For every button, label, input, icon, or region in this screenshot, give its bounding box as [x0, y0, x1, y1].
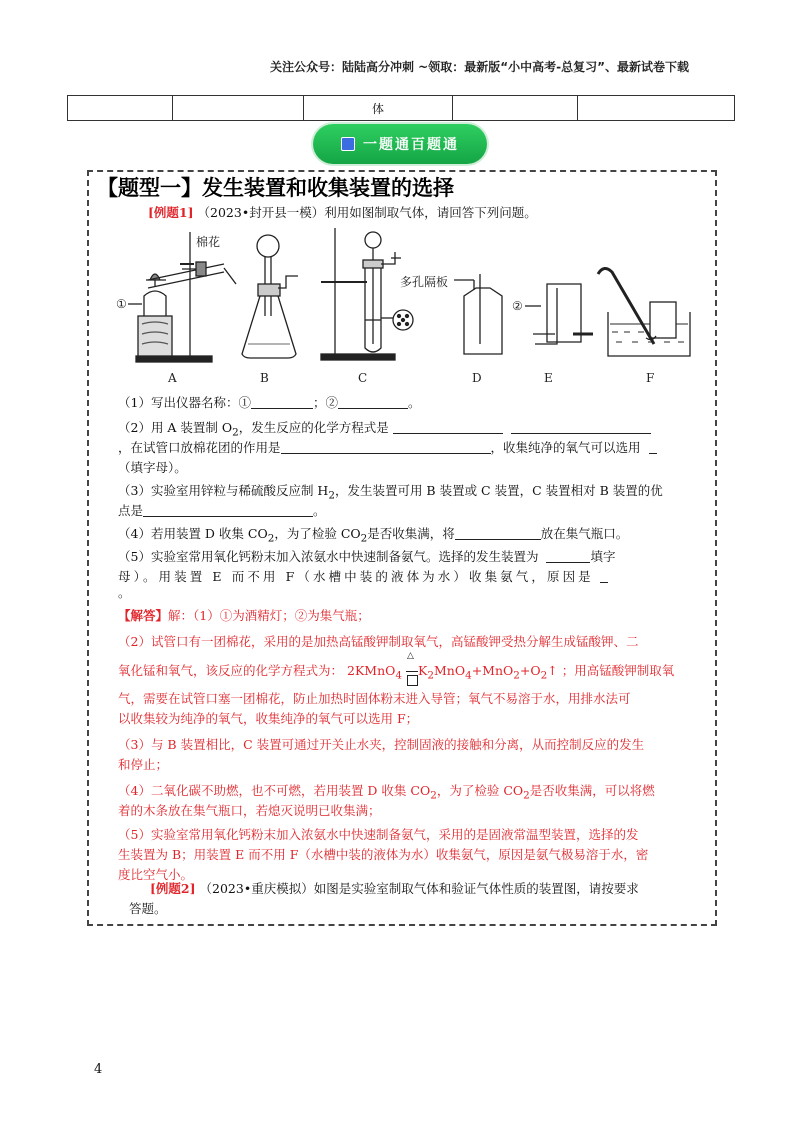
- question-5-line2: [118, 567, 608, 587]
- q3-line2: 点是: [118, 503, 144, 518]
- eq-sub: 4: [395, 669, 403, 682]
- answer-2-line4: 以收集较为纯净的氧气，收集纯净的氧气可以选用 F；: [118, 711, 419, 726]
- q2-text: （2）用 A 装置制 O: [118, 420, 233, 435]
- answer-2-line2: [118, 651, 675, 686]
- label-e: E: [544, 371, 553, 385]
- eq-part: 2KMnO: [347, 663, 396, 678]
- label-d: D: [472, 371, 482, 385]
- q4-c: 是否收集满，将: [367, 526, 455, 541]
- answer-blank: [455, 525, 541, 540]
- question-3-line2: 点是 。: [118, 503, 326, 518]
- apparatus-d: [454, 274, 502, 354]
- section-title: 【题型一】发生装置和收集装置的选择: [97, 176, 454, 200]
- answer-blank: [281, 439, 491, 454]
- page-number: 4: [94, 1062, 103, 1077]
- eq-part: +O: [519, 663, 541, 678]
- q4-sub: 2: [267, 532, 275, 545]
- eq-sub: 2: [427, 669, 434, 682]
- q4-b: ，为了检验 CO: [274, 526, 361, 541]
- answer-4-c: 是否收集满，可以将燃: [529, 783, 655, 798]
- example2: [103, 879, 703, 919]
- example2-text-2: 答题。: [129, 901, 167, 916]
- symbol-box-icon: [407, 675, 418, 686]
- section-banner: [313, 124, 487, 164]
- answer-blank: [143, 502, 313, 517]
- label-a: A: [168, 371, 177, 385]
- example2-tag: [例题2]: [150, 881, 196, 896]
- answer-2-text-b: ；用高锰酸钾制取氧: [561, 663, 675, 678]
- label-c: C: [358, 371, 368, 385]
- question-5-line3: 。: [118, 585, 131, 600]
- label-b: B: [260, 371, 269, 385]
- chemical-equation: [347, 651, 562, 682]
- apparatus-c: [321, 228, 413, 360]
- q4-sub: 2: [360, 532, 368, 545]
- answer-4-b: ，为了检验 CO: [436, 783, 524, 798]
- eq-sub: 2: [513, 669, 520, 682]
- eq-part: +MnO: [471, 663, 514, 678]
- eq-arrow: [406, 651, 418, 681]
- apparatus-f: [598, 268, 690, 356]
- answer-5-line1: （5）实验室常用氧化钙粉末加入浓氨水中快速制备氨气，采用的是固液常温型装置，选择的发: [118, 827, 639, 842]
- eq-part: ↑: [547, 663, 558, 678]
- q4-a: （4）若用装置 D 收集 CO: [118, 526, 268, 541]
- eq-sub: 4: [465, 669, 472, 682]
- answer-1: [118, 606, 370, 626]
- table-cell: [453, 96, 578, 121]
- q2-line2a: ，在试管口放棉花团的作用是: [118, 440, 281, 455]
- eq-part: K: [418, 663, 428, 678]
- apparatus-e: [525, 284, 593, 344]
- label-cotton: 棉花: [196, 235, 221, 249]
- answer-tag: 【解答】: [118, 608, 169, 623]
- table-cell: [578, 96, 735, 121]
- answer-4-a: （4）二氧化碳不助燃，也不可燃，若用装置 D 收集 CO: [118, 783, 431, 798]
- q2-sub: 2: [232, 426, 239, 439]
- answer-4-sub: 2: [523, 789, 530, 802]
- answer-blank: [600, 568, 608, 583]
- q3-sub: 2: [328, 489, 335, 502]
- answer-blank: [393, 419, 503, 434]
- banner-icon: [341, 137, 355, 151]
- example2-text: （2023•重庆模拟）如图是实验室制取气体和验证气体性质的装置图，请按要求: [199, 881, 639, 896]
- top-table: [67, 95, 735, 121]
- label-mark2: ②: [512, 299, 523, 313]
- example1-heading: [148, 203, 537, 221]
- q1-text-b: ；②: [312, 395, 338, 410]
- question-2-line3: （填字母）。: [118, 460, 187, 475]
- apparatus-figure: [116, 224, 690, 392]
- answer-2-line1: （2）试管口有一团棉花，采用的是加热高锰酸钾制取氧气，高锰酸钾受热分解生成锰酸钾、二: [118, 634, 639, 649]
- banner-label: 一题通百题通: [363, 137, 459, 153]
- q5-line1-tail: 填字: [590, 549, 616, 564]
- table-cell: 体: [304, 96, 453, 121]
- answer-blank: [649, 439, 657, 454]
- page-header: 关注公众号：陆陆高分冲刺 ~领取：最新版“小中高考-总复习”、最新试卷下载: [270, 60, 689, 74]
- question-1: [118, 393, 421, 413]
- q4-d: 放在集气瓶口。: [540, 526, 629, 541]
- label-porous-plate: 多孔隔板: [400, 275, 449, 289]
- eq-part: MnO: [433, 663, 466, 678]
- answer-2-text: 氧化锰和氧气，该反应的化学方程式为：: [118, 663, 344, 678]
- q2-line2b: ，收集纯净的氧气可以选用: [490, 440, 641, 455]
- question-4: [118, 524, 628, 549]
- answer-2-line3: 气，需要在试管口塞一团棉花，防止加热时固体粉末进入导管；氧气不易溶于水，用排水法可: [118, 691, 631, 706]
- q3-text: （3）实验室用锌粒与稀硫酸反应制 H: [118, 483, 329, 498]
- q1-text-a: （1）写出仪器名称：①: [118, 395, 251, 410]
- answer-blank: [546, 548, 590, 563]
- example1-text: （2023•封开县一模）利用如图制取气体，请回答下列问题。: [197, 205, 537, 220]
- apparatus-a: [128, 232, 236, 362]
- label-mark1: ①: [116, 297, 127, 311]
- delta-icon: △: [407, 651, 414, 661]
- question-2-line2: [118, 438, 657, 458]
- q5-line2: 母）。用装置 E 而不用 F（水槽中装的液体为水）收集氨气，原因是: [118, 569, 594, 584]
- answer-blank: [338, 394, 408, 409]
- answer-blank: [251, 394, 313, 409]
- example1-tag: [例题1]: [148, 205, 194, 220]
- answer-3-line1: （3）与 B 装置相比，C 装置可通过开关止水夹，控制固液的接触和分离，从而控制反应的发生: [118, 737, 645, 752]
- eq-sub: 2: [540, 669, 548, 682]
- answer-5-line2: 生装置为 B；用装置 E 而不用 F（水槽中装的液体为水）收集氨气，原因是氨气极易溶于水，密: [118, 847, 649, 862]
- answer-blank: [511, 419, 651, 434]
- q3-tail: ，发生装置可用 B 装置或 C 装置，C 装置相对 B 装置的优: [334, 483, 663, 498]
- label-f: F: [646, 371, 655, 385]
- q5-line1: （5）实验室常用氧化钙粉末加入浓氨水中快速制备氨气。选择的发生装置为: [118, 549, 539, 564]
- table-cell: [68, 96, 173, 121]
- question-5-line1: [118, 547, 615, 567]
- apparatus-b: [242, 235, 298, 358]
- answer-1-text: 解：（1）①为酒精灯；②为集气瓶；: [168, 608, 370, 623]
- table-cell: [173, 96, 304, 121]
- answer-4-sub: 2: [430, 789, 437, 802]
- q1-text-c: 。: [407, 395, 421, 410]
- q2-tail: ，发生反应的化学方程式是: [238, 420, 389, 435]
- answer-4-line2: 着的木条放在集气瓶口，若熄灭说明已收集满；: [118, 803, 381, 818]
- answer-3-line2: 和停止；: [118, 757, 169, 772]
- answer-5-line3: 度比空气小。: [118, 867, 194, 882]
